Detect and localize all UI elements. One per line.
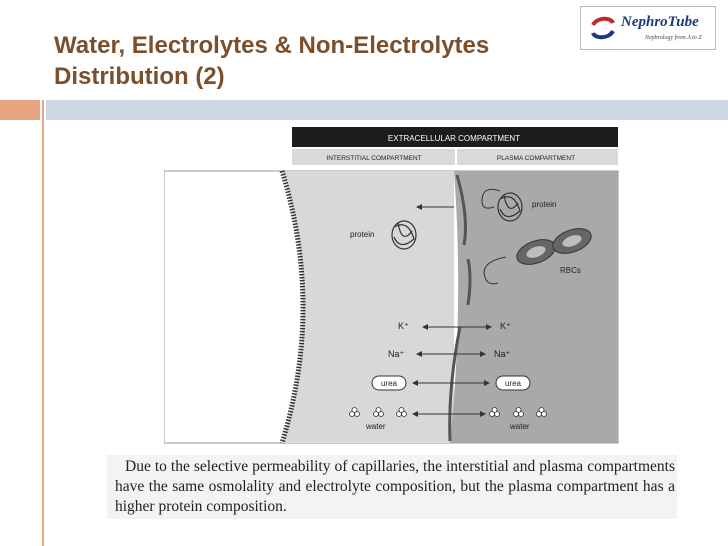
interstitial-region [282, 171, 454, 443]
logo-name: NephroTube [621, 14, 699, 30]
interstitial-header-label: INTERSTITIAL COMPARTMENT [326, 155, 422, 162]
sodium-label-left: Na⁺ [388, 349, 405, 359]
compartment-diagram [164, 127, 620, 445]
water-label-right: water [510, 422, 530, 431]
potassium-label-right: K⁺ [500, 321, 511, 331]
header-accent-blue [46, 100, 728, 120]
rbcs-label: RBCs [560, 266, 581, 275]
caption-box [107, 455, 677, 519]
plasma-region [450, 171, 618, 443]
sodium-label-right: Na⁺ [494, 349, 511, 359]
nephrotube-logo-icon [589, 15, 617, 41]
logo-tagline: Nephrology from A to Z [645, 35, 702, 41]
left-accent-line [42, 100, 44, 546]
protein-label-left: protein [350, 230, 375, 239]
potassium-label-left: K⁺ [398, 321, 409, 331]
header-accent-orange [0, 100, 40, 120]
caption-text: Due to the selective permeability of capillaries, the interstitial and plasma compartments have the same osmolality and electrolyte composition, but the plasma compartment has a higher protein composition. [115, 458, 675, 515]
protein-label-right: protein [532, 200, 557, 209]
slide-title: Water, Electrolytes & Non-Electrolytes Distribution (2) [54, 32, 490, 90]
nephrotube-logo [580, 6, 716, 50]
plasma-header-label: PLASMA COMPARTMENT [496, 155, 576, 162]
urea-label-left: urea [380, 379, 398, 388]
water-label-left: water [366, 422, 386, 431]
extracellular-header-label: EXTRACELLULAR COMPARTMENT [387, 134, 521, 143]
urea-label-right: urea [504, 379, 522, 388]
